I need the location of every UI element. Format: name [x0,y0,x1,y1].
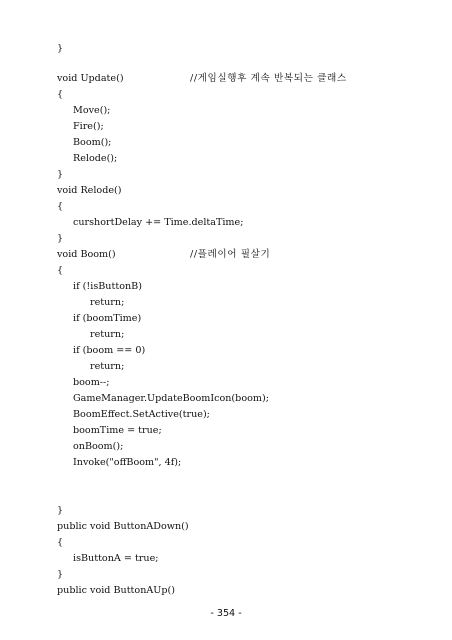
code-line: Boom(); [73,137,112,148]
code-line: } [57,505,64,516]
code-comment: //게임실행후 계속 반복되는 클래스 [190,73,347,84]
code-line: curshortDelay += Time.deltaTime; [73,217,244,228]
code-line: void Boom() [57,249,116,260]
code-line: } [57,43,64,54]
code-line: return; [90,329,125,340]
code-line: if (boomTime) [73,313,142,324]
code-line: public void ButtonAUp() [57,585,176,596]
code-line: } [57,169,64,180]
code-comment: //플레이어 필살기 [190,249,271,260]
code-line: { [57,537,64,548]
code-line: } [57,233,64,244]
code-line: BoomEffect.SetActive(true); [73,409,210,420]
code-line: void Relode() [57,185,122,196]
code-line: Fire(); [73,121,104,132]
code-line: Invoke("offBoom", 4f); [73,457,182,468]
code-line: if (!isButtonB) [73,281,142,292]
code-line: onBoom(); [73,441,124,452]
code-line: Relode(); [73,153,118,164]
code-line: isButtonA = true; [73,553,159,564]
page-number: - 354 - [210,608,242,619]
code-line: boomTime = true; [73,425,162,436]
code-line: void Update() [57,73,124,84]
code-line: { [57,201,64,212]
code-line: public void ButtonADown() [57,521,189,532]
code-line: return; [90,297,125,308]
code-line: boom--; [73,377,110,388]
code-line: GameManager.UpdateBoomIcon(boom); [73,393,269,404]
code-line: return; [90,361,125,372]
code-line: { [57,89,64,100]
code-line: Move(); [73,105,111,116]
code-line: { [57,265,64,276]
code-line: } [57,569,64,580]
code-line: if (boom == 0) [73,345,146,356]
